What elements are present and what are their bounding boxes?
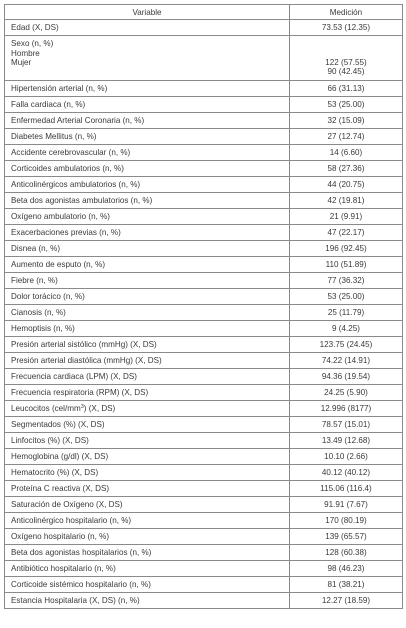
row-value: 40.12 (40.12) bbox=[290, 465, 403, 481]
row-variable bbox=[5, 449, 290, 465]
row-value: 14 (6.60) bbox=[290, 145, 403, 161]
row-value: 110 (51.89) bbox=[290, 257, 403, 273]
row-value: 91.91 (7.67) bbox=[290, 497, 403, 513]
row-value: 32 (15.09) bbox=[290, 113, 403, 129]
row-variable bbox=[5, 529, 290, 545]
table-row bbox=[5, 81, 403, 97]
row-variable-label-after: ) (X, DS) bbox=[83, 404, 116, 413]
row-value: 47 (22.17) bbox=[290, 225, 403, 241]
table-row bbox=[5, 321, 403, 337]
row-variable-label: Linfocitos (%) (X, DS) bbox=[11, 436, 89, 445]
row-value: 78.57 (15.01) bbox=[290, 417, 403, 433]
row-variable bbox=[5, 257, 290, 273]
row-variable bbox=[5, 81, 290, 97]
row-value: 81 (38.21) bbox=[290, 577, 403, 593]
table-row bbox=[5, 257, 403, 273]
table-row bbox=[5, 129, 403, 145]
row-variable-label: Corticoide sistémico hospitalario (n, %) bbox=[11, 580, 151, 589]
row-variable-label: Dolor torácico (n, %) bbox=[11, 292, 85, 301]
row-variable bbox=[5, 385, 290, 401]
row-value: 21 (9.91) bbox=[290, 209, 403, 225]
table-row bbox=[5, 401, 403, 417]
table-row bbox=[5, 113, 403, 129]
table-row bbox=[5, 545, 403, 561]
row-value: 98 (46.23) bbox=[290, 561, 403, 577]
table-row bbox=[5, 209, 403, 225]
table-row bbox=[5, 385, 403, 401]
row-variable bbox=[5, 513, 290, 529]
row-value: 58 (27.36) bbox=[290, 161, 403, 177]
row-variable-label: Estancia Hospitalaria (X, DS) (n, %) bbox=[11, 596, 140, 605]
row-value: 9 (4.25) bbox=[290, 321, 403, 337]
row-value: 139 (65.57) bbox=[290, 529, 403, 545]
table-row bbox=[5, 513, 403, 529]
row-variable bbox=[5, 545, 290, 561]
row-variable-label: Anticolinérgicos ambulatorios (n, %) bbox=[11, 180, 141, 189]
table-row bbox=[5, 177, 403, 193]
table-row bbox=[5, 449, 403, 465]
row-variable bbox=[5, 593, 290, 609]
row-value: 77 (36.32) bbox=[290, 273, 403, 289]
table-row bbox=[5, 241, 403, 257]
row-value: 53 (25.00) bbox=[290, 97, 403, 113]
row-variable-label: Hemoptisis (n, %) bbox=[11, 324, 75, 333]
row-variable-label: Fiebre (n, %) bbox=[11, 276, 58, 285]
row-variable bbox=[5, 273, 290, 289]
table-row bbox=[5, 161, 403, 177]
row-variable bbox=[5, 161, 290, 177]
row-variable bbox=[5, 145, 290, 161]
row-variable bbox=[5, 401, 290, 417]
row-variable-label: Exacerbaciones previas (n, %) bbox=[11, 228, 121, 237]
row-variable-label: Anticolinérgico hospitalario (n, %) bbox=[11, 516, 132, 525]
row-value: 53 (25.00) bbox=[290, 289, 403, 305]
row-value: 10.10 (2.66) bbox=[290, 449, 403, 465]
row-variable bbox=[5, 321, 290, 337]
row-variable bbox=[5, 465, 290, 481]
row-variable-label: Disnea (n, %) bbox=[11, 244, 61, 253]
table-row bbox=[5, 20, 403, 36]
row-variable-label: Cianosis (n, %) bbox=[11, 308, 66, 317]
row-variable-label: Hemoglobina (g/dl) (X, DS) bbox=[11, 452, 109, 461]
header-measure: Medición bbox=[290, 5, 403, 20]
table-row bbox=[5, 481, 403, 497]
row-variable-label: Corticoides ambulatorios (n, %) bbox=[11, 164, 124, 173]
table-row bbox=[5, 36, 403, 81]
row-value: 74.22 (14.91) bbox=[290, 353, 403, 369]
table-row bbox=[5, 305, 403, 321]
row-value: 73.53 (12.35) bbox=[290, 20, 403, 36]
row-variable bbox=[5, 177, 290, 193]
row-value: 123.75 (24.45) bbox=[290, 337, 403, 353]
row-variable bbox=[5, 209, 290, 225]
header-variable: Variable bbox=[5, 5, 290, 20]
row-value: 128 (60.38) bbox=[290, 545, 403, 561]
table-row bbox=[5, 193, 403, 209]
row-variable bbox=[5, 305, 290, 321]
row-variable-label: Presión arterial diastólica (mmHg) (X, DS) bbox=[11, 356, 162, 365]
row-variable-label: Saturación de Oxígeno (X, DS) bbox=[11, 500, 123, 509]
row-variable-label: Falla cardiaca (n, %) bbox=[11, 100, 86, 109]
row-value: 42 (19.81) bbox=[290, 193, 403, 209]
row-variable bbox=[5, 289, 290, 305]
table-row bbox=[5, 561, 403, 577]
table-row bbox=[5, 369, 403, 385]
row-sub-label: Hombre bbox=[11, 48, 40, 58]
table-body bbox=[5, 20, 403, 609]
row-value: 27 (12.74) bbox=[290, 129, 403, 145]
row-variable-label: Beta dos agonistas ambulatorios (n, %) bbox=[11, 196, 153, 205]
row-sub-label: Mujer bbox=[11, 58, 32, 68]
row-value: 44 (20.75) bbox=[290, 177, 403, 193]
row-variable-label: Hematocrito (%) (X, DS) bbox=[11, 468, 99, 477]
table-row bbox=[5, 577, 403, 593]
row-variable bbox=[5, 497, 290, 513]
row-value: 94.36 (19.54) bbox=[290, 369, 403, 385]
row-variable bbox=[5, 225, 290, 241]
row-variable bbox=[5, 241, 290, 257]
table-row bbox=[5, 465, 403, 481]
results-table-container bbox=[4, 4, 402, 609]
row-variable bbox=[5, 36, 290, 81]
row-variable-label: Beta dos agonistas hospitalarios (n, %) bbox=[11, 548, 152, 557]
table-row bbox=[5, 433, 403, 449]
table-header-row bbox=[5, 5, 403, 20]
table-row bbox=[5, 97, 403, 113]
row-value: 12.27 (18.59) bbox=[290, 593, 403, 609]
row-value: 170 (80.19) bbox=[290, 513, 403, 529]
table-row bbox=[5, 145, 403, 161]
row-variable bbox=[5, 353, 290, 369]
row-value-spacer bbox=[294, 48, 398, 58]
table-row bbox=[5, 289, 403, 305]
table-row bbox=[5, 529, 403, 545]
row-variable bbox=[5, 481, 290, 497]
row-sub-value: 90 (42.45) bbox=[327, 67, 365, 77]
row-variable bbox=[5, 577, 290, 593]
row-variable bbox=[5, 337, 290, 353]
row-value: 66 (31.13) bbox=[290, 81, 403, 97]
table-row bbox=[5, 337, 403, 353]
row-variable-label: Presión arterial sistólico (mmHg) (X, DS) bbox=[11, 340, 157, 349]
row-value: 13.49 (12.68) bbox=[290, 433, 403, 449]
table-row bbox=[5, 497, 403, 513]
row-variable-label: Oxígeno ambulatorio (n, %) bbox=[11, 212, 110, 221]
row-variable-label: Segmentados (%) (X, DS) bbox=[11, 420, 105, 429]
row-variable bbox=[5, 129, 290, 145]
table-row bbox=[5, 225, 403, 241]
table-row bbox=[5, 417, 403, 433]
row-variable-label: Aumento de esputo (n, %) bbox=[11, 260, 106, 269]
table-row bbox=[5, 273, 403, 289]
row-variable-label: Antibiótico hospitalario (n, %) bbox=[11, 564, 116, 573]
row-value: 25 (11.79) bbox=[290, 305, 403, 321]
row-variable bbox=[5, 369, 290, 385]
row-variable-label: Leucocitos (cel/mm bbox=[11, 404, 81, 413]
row-value: 196 (92.45) bbox=[290, 241, 403, 257]
row-variable bbox=[5, 113, 290, 129]
row-variable-label: Frecuencia cardiaca (LPM) (X, DS) bbox=[11, 372, 137, 381]
row-variable-label: Edad (X, DS) bbox=[11, 23, 59, 32]
row-variable bbox=[5, 193, 290, 209]
row-variable-label: Oxígeno hospitalario (n, %) bbox=[11, 532, 110, 541]
row-variable bbox=[5, 20, 290, 36]
row-value: 24.25 (5.90) bbox=[290, 385, 403, 401]
row-variable-label: Diabetes Mellitus (n, %) bbox=[11, 132, 97, 141]
row-variable-label: Proteína C reactiva (X, DS) bbox=[11, 484, 110, 493]
row-value bbox=[290, 36, 403, 81]
row-variable bbox=[5, 417, 290, 433]
row-variable-label: Frecuencia respiratoria (RPM) (X, DS) bbox=[11, 388, 149, 397]
row-variable-label: Accidente cerebrovascular (n, %) bbox=[11, 148, 131, 157]
table-row bbox=[5, 353, 403, 369]
row-variable-label: Enfermedad Arterial Coronaria (n, %) bbox=[11, 116, 145, 125]
row-value: 12.996 (8177) bbox=[290, 401, 403, 417]
results-table bbox=[4, 4, 403, 609]
table-row bbox=[5, 593, 403, 609]
row-variable-sup: 3 bbox=[80, 404, 84, 410]
row-variable bbox=[5, 561, 290, 577]
row-sub-value: 122 (57.55) bbox=[325, 57, 367, 67]
row-variable-label: Sexo (n, %) bbox=[11, 39, 54, 48]
row-variable bbox=[5, 433, 290, 449]
row-variable bbox=[5, 97, 290, 113]
row-value: 115.06 (116.4) bbox=[290, 481, 403, 497]
row-variable-label: Hipertensión arterial (n, %) bbox=[11, 84, 108, 93]
